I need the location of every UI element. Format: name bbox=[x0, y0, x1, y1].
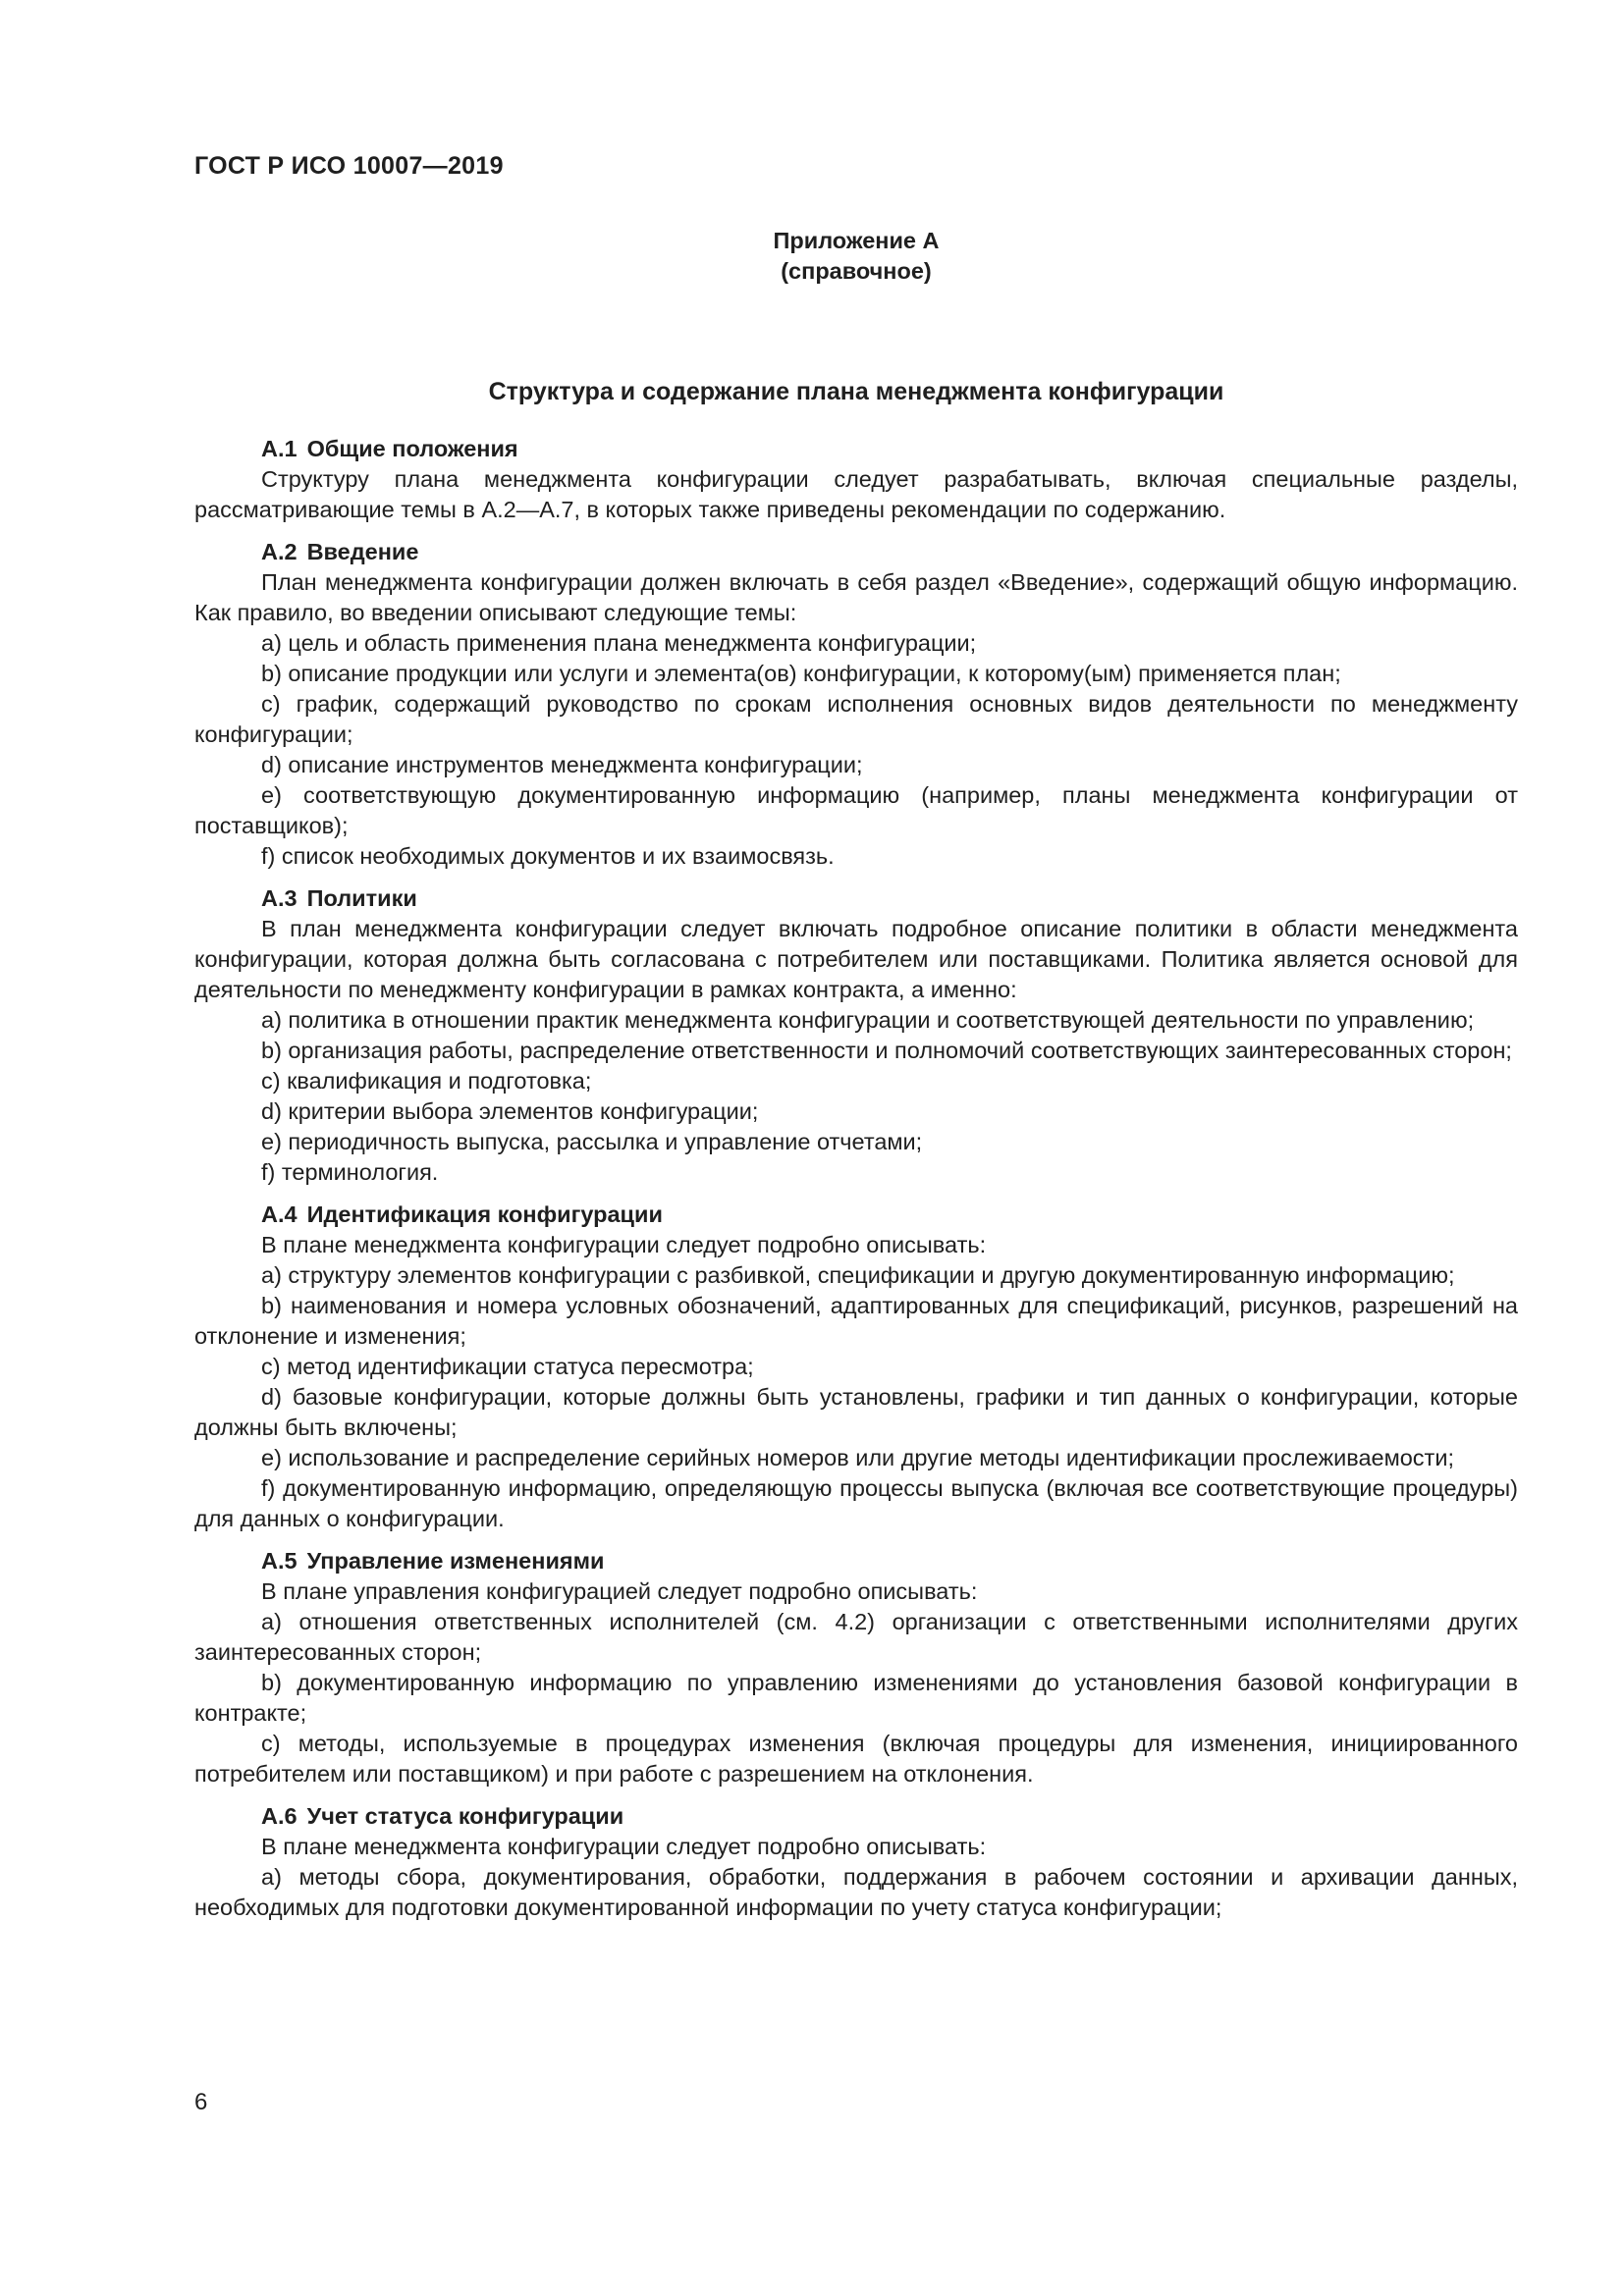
annex-type: (справочное) bbox=[781, 258, 932, 284]
list-item: b) описание продукции или услуги и элемента(ов) конфигурации, к которому(ым) применяется план; bbox=[261, 661, 1341, 686]
paragraph: В плане менеджмента конфигурации следует подробно описывать: bbox=[261, 1834, 987, 1859]
paragraph: В плане менеджмента конфигурации следует подробно описывать: bbox=[261, 1232, 987, 1257]
section-title: Введение bbox=[306, 539, 419, 564]
section-heading bbox=[194, 537, 1518, 567]
section bbox=[194, 1200, 1518, 1534]
paragraph: Структуру плана менеджмента конфигурации следует разрабатывать, включая специальные разделы, рассматривающие темы в А.2—А.7, в которых также приведены рекомендации по содержанию. bbox=[194, 466, 1518, 522]
section-number: А.6 bbox=[261, 1803, 298, 1829]
section-title: Политики bbox=[306, 885, 417, 911]
list-item: d) описание инструментов менеджмента конфигурации; bbox=[261, 752, 863, 777]
section-number: А.4 bbox=[261, 1201, 298, 1227]
list-item: e) использование и распределение серийных номеров или другие методы идентификации прослеживаемости; bbox=[261, 1445, 1454, 1470]
section-heading bbox=[194, 434, 1518, 464]
list-item: a) политика в отношении практик менеджмента конфигурации и соответствующей деятельности по управлению; bbox=[261, 1007, 1475, 1033]
section-number: А.2 bbox=[261, 539, 298, 564]
section-heading bbox=[194, 1801, 1518, 1832]
section-heading bbox=[194, 883, 1518, 914]
document-body bbox=[194, 434, 1518, 1935]
section-title: Идентификация конфигурации bbox=[306, 1201, 663, 1227]
list-item: e) периодичность выпуска, рассылка и управление отчетами; bbox=[261, 1129, 923, 1154]
list-item: a) методы сбора, документирования, обработки, поддержания в рабочем состоянии и архивации данных, необходимых для подготовки документированной информации по учету статуса конфигурации; bbox=[194, 1864, 1518, 1920]
section bbox=[194, 434, 1518, 525]
annex-heading bbox=[194, 226, 1518, 287]
annex-label: Приложение А bbox=[773, 228, 940, 253]
section-number: А.3 bbox=[261, 885, 298, 911]
list-item: a) цель и область применения плана менеджмента конфигурации; bbox=[261, 630, 977, 656]
list-item: b) документированную информацию по управлению изменениями до установления базовой конфигурации в контракте; bbox=[194, 1670, 1518, 1726]
list-item: a) структуру элементов конфигурации с разбивкой, спецификации и другую документированную информацию; bbox=[261, 1262, 1455, 1288]
page-number: 6 bbox=[194, 2089, 208, 2115]
section-heading bbox=[194, 1200, 1518, 1230]
list-item: f) терминология. bbox=[261, 1159, 439, 1185]
paragraph: План менеджмента конфигурации должен включать в себя раздел «Введение», содержащий общую информацию. Как правило, во введении описывают следующие темы: bbox=[194, 569, 1518, 625]
section-heading bbox=[194, 1546, 1518, 1576]
list-item: b) наименования и номера условных обозначений, адаптированных для спецификаций, рисунков, разрешений на отклонение и изменения; bbox=[194, 1293, 1518, 1349]
list-item: f) список необходимых документов и их взаимосвязь. bbox=[261, 843, 835, 869]
section bbox=[194, 537, 1518, 872]
list-item: c) метод идентификации статуса пересмотра; bbox=[261, 1354, 754, 1379]
section-number: А.5 bbox=[261, 1548, 298, 1574]
list-item: c) методы, используемые в процедурах изменения (включая процедуры для изменения, инициированного потребителем или поставщиком) и при работе с разрешением на отклонения. bbox=[194, 1731, 1518, 1787]
section-title: Учет статуса конфигурации bbox=[306, 1803, 624, 1829]
section bbox=[194, 1801, 1518, 1923]
section-number: А.1 bbox=[261, 436, 298, 461]
paragraph: В плане управления конфигурацией следует подробно описывать: bbox=[261, 1578, 978, 1604]
list-item: e) соответствующую документированную информацию (например, планы менеджмента конфигурации от поставщиков); bbox=[194, 782, 1518, 838]
list-item: c) график, содержащий руководство по срокам исполнения основных видов деятельности по менеджменту конфигурации; bbox=[194, 691, 1518, 747]
section-title: Общие положения bbox=[306, 436, 518, 461]
list-item: c) квалификация и подготовка; bbox=[261, 1068, 592, 1094]
section bbox=[194, 1546, 1518, 1789]
section-title: Управление изменениями bbox=[306, 1548, 605, 1574]
list-item: f) документированную информацию, определяющую процессы выпуска (включая все соответствующие процедуры) для данных о конфигурации. bbox=[194, 1475, 1518, 1531]
section bbox=[194, 883, 1518, 1188]
document-title: Структура и содержание плана менеджмента конфигурации bbox=[488, 378, 1224, 405]
standard-id: ГОСТ Р ИСО 10007—2019 bbox=[194, 152, 504, 180]
list-item: a) отношения ответственных исполнителей (см. 4.2) организации с ответственными исполнителями других заинтересованных сторон; bbox=[194, 1609, 1518, 1665]
list-item: d) базовые конфигурации, которые должны быть установлены, графики и тип данных о конфигурации, которые должны быть включены; bbox=[194, 1384, 1518, 1440]
list-item: d) критерии выбора элементов конфигурации; bbox=[261, 1098, 759, 1124]
paragraph: В план менеджмента конфигурации следует включать подробное описание политики в области менеджмента конфигурации, которая должна быть согласована с потребителем или поставщиками. Политика является основой для деятельности по менеджменту конфигурации в рамках контракта, а именно: bbox=[194, 916, 1518, 1002]
list-item: b) организация работы, распределение ответственности и полномочий соответствующих заинтересованных сторон; bbox=[261, 1038, 1512, 1063]
